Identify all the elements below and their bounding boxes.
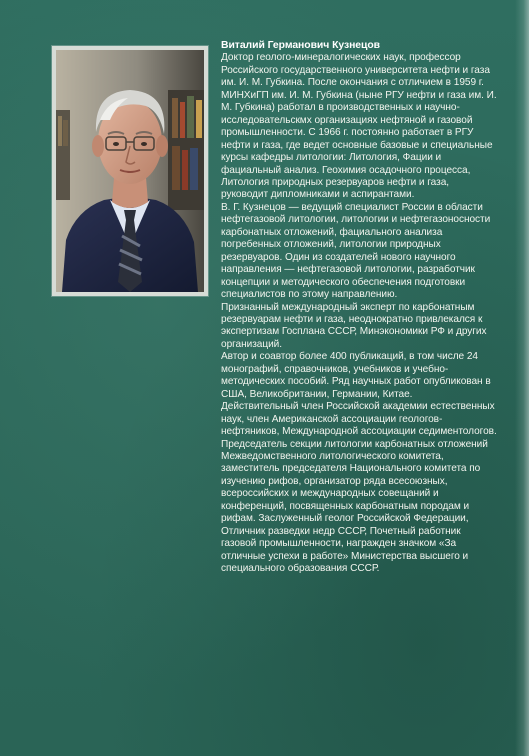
bio-paragraph-publications: Автор и соавтор более 400 публикаций, в том числе 24 монографий, справочников, учебников и учебно-методических пособий. Ряд научных работ опубликован в США, Великобритании, Германии, Китае. <box>221 351 491 400</box>
bio-paragraph-specialist: В. Г. Кузнецов — ведущий специалист России в области нефтегазовой литологии, литологии и нефтегазоносности карбонатных отложений, фациального анализа погребенных отложений, литологии природных резервуаров. Один из создателей нового научного направления — нефтегазовой литологии, разработчик концепции и методического обеспечения подготовки специалистов по этому направлению. <box>221 201 491 301</box>
bio-paragraph-expert: Признанный международный эксперт по карбонатным резервуарам нефти и газа, неоднократно привлекался к экспертизам Госплана СССР, Минэкономики РФ и других организаций. <box>221 301 487 350</box>
page-edge-highlight <box>515 0 529 756</box>
author-portrait <box>52 46 208 296</box>
bio-paragraph-education: Доктор геолого-минералогических наук, профессор Российского государственного университета нефти и газа им. И. М. Губкина. После окончания с отличием в 1959 г. МИНХиГП им. И. М. Губкина (ныне РГУ нефти и газа им. И. М. Губкина) работал в производственных и научно-исследовательскмх организациях нефтяной и газовой промышленности. С 1966 г. постоянно работает в РГУ нефти и газа, где ведет основные базовые и специальные курсы кафедры литологии: Литология, Фации и фациальный анализ. Геохимия осадочного процесса, Литология природных резервуаров нефти и газа, руководит дипломниками и аспирантами. <box>221 52 497 201</box>
author-name: Виталий Германович Кузнецов <box>221 40 380 51</box>
bio-paragraph-memberships: Действительный член Российской академии естественных наук, член Американской ассоциации геологов-нефтяников, Международной ассоциации седиментологов. <box>221 401 497 438</box>
bio-paragraph-positions: Председатель секции литологии карбонатных отложений Межведомственного литологического комитета, заместитель председателя Национального комитета по изучению рифов, организатор ряда всесоюзных, всероссийских и международных совещаний и конференций, посвященных карбонатным породам и рифам. Заслуженный геолог Российской Федерации, Отличник разведки недр СССР, Почетный работник газовой промышленности, награжден значком «За отличные успехи в работе» Министерства высшего и специального образования СССР. <box>221 438 488 575</box>
author-photo <box>56 50 204 292</box>
author-biography <box>221 40 497 575</box>
